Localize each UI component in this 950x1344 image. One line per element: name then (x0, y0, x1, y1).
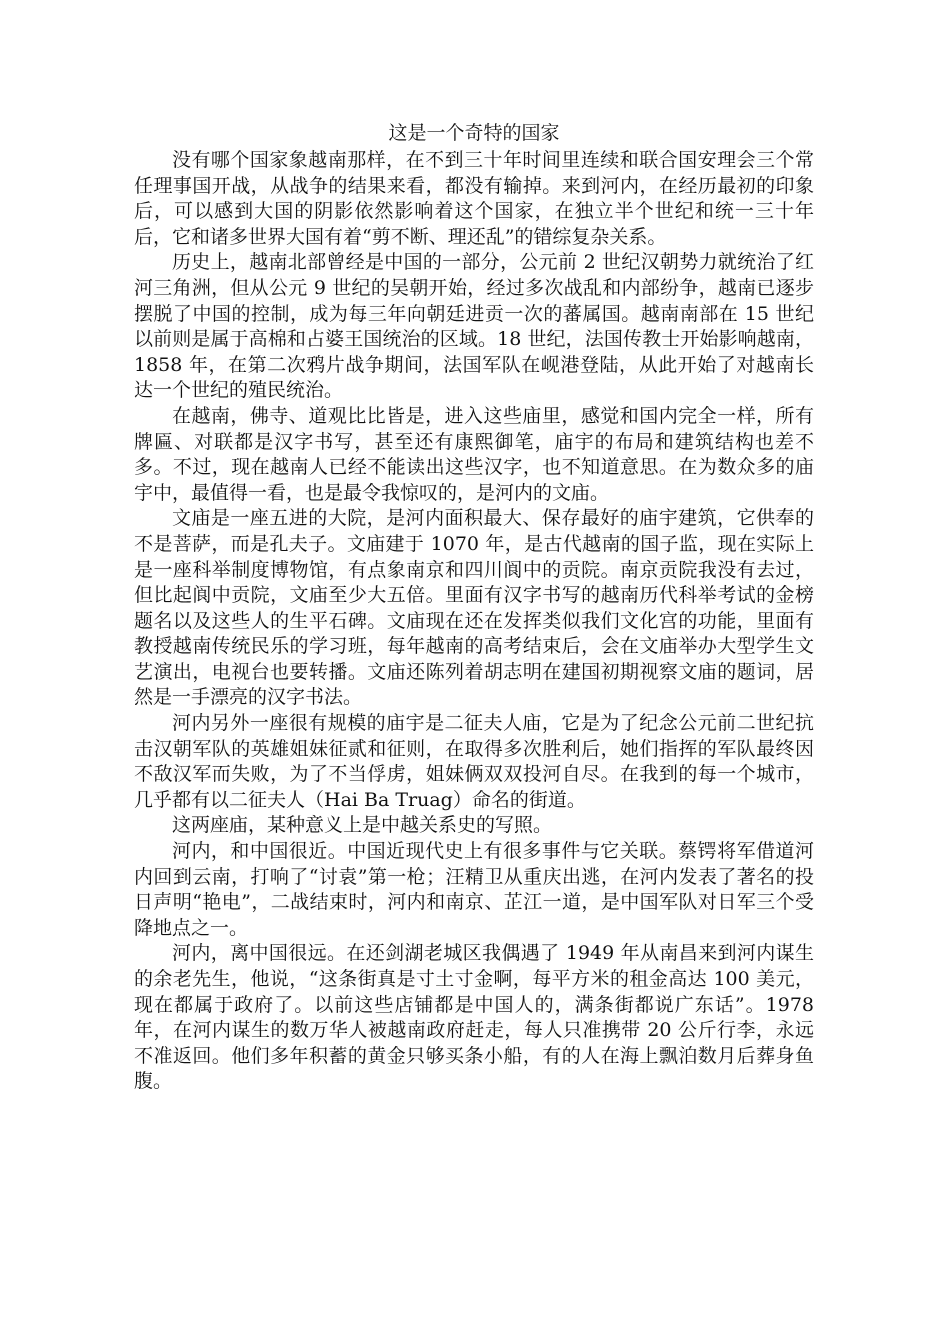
paragraph-2: 历史上，越南北部曾经是中国的一部分，公元前 2 世纪汉朝势力就统治了红河三角洲，但从公元 9 世纪的吴朝开始，经过多次战乱和内部纷争，越南已逐步摆脱了中国的控制，成为每三年向朝廷进贡一次的蕃属国。越南南部在 15 世纪以前则是属于高棉和占婆王国统治的区域。18 世纪，法国传教士开始影响越南，1858 年，在第二次鸦片战争期间，法国军队在岘港登陆，从此开始了对越南长达一个世纪的殖民统治。 (134, 251, 814, 402)
paragraph-3: 在越南，佛寺、道观比比皆是，进入这些庙里，感觉和国内完全一样，所有牌匾、对联都是汉字书写，甚至还有康熙御笔，庙宇的布局和建筑结构也差不多。不过，现在越南人已经不能读出这些汉字，也不知道意思。在为数众多的庙宇中，最值得一看，也是最令我惊叹的，是河内的文庙。 (134, 404, 814, 504)
paragraph-6: 这两座庙，某种意义上是中越关系史的写照。 (172, 814, 553, 837)
paragraph-8: 河内，离中国很远。在还剑湖老城区我偶遇了 1949 年从南昌来到河内谋生的余老先生，他说，“这条街真是寸土寸金啊，每平方米的租金高达 100 美元，现在都属于政府了。以前这些店铺都是中国人的，满条街都说广东话”。1978 年，在河内谋生的数万华人被越南政府赶走，每人只准携带 20 公斤行李，永远不准返回。他们多年积蓄的黄金只够买条小船，有的人在海上飘泊数月后葬身鱼腹。 (134, 942, 814, 1093)
document-page (134, 118, 814, 1095)
paragraph-7: 河内，和中国很近。中国近现代史上有很多事件与它关联。蔡锷将军借道河内回到云南，打响了“讨袁”第一枪；汪精卫从重庆出逃，在河内发表了著名的投日声明“艳电”，二战结束时，河内和南京、芷江一道，是中国军队对日军三个受降地点之一。 (134, 840, 814, 939)
paragraph-5: 河内另外一座很有规模的庙宇是二征夫人庙，它是为了纪念公元前二世纪抗击汉朝军队的英雄姐妹征贰和征则，在取得多次胜利后，她们指挥的军队最终因不敌汉军而失败，为了不当俘虏，姐妹俩双双投河自尽。在我到的每一个城市，几乎都有以二征夫人（Hai Ba Truag）命名的街道。 (134, 712, 814, 811)
document-title: 这是一个奇特的国家 (388, 122, 560, 144)
paragraph-1: 没有哪个国家象越南那样，在不到三十年时间里连续和联合国安理会三个常任理事国开战，从战争的结果来看，都没有输掉。来到河内，在经历最初的印象后，可以感到大国的阴影依然影响着这个国家，在独立半个世纪和统一三十年后，它和诸多世界大国有着“剪不断、理还乱”的错综复杂关系。 (134, 149, 814, 248)
paragraph-4: 文庙是一座五进的大院，是河内面积最大、保存最好的庙宇建筑，它供奉的不是菩萨，而是孔夫子。文庙建于 1070 年，是古代越南的国子监，现在实际上是一座科举制度博物馆，有点象南京和四川阆中的贡院。南京贡院我没有去过，但比起阆中贡院，文庙至少大五倍。里面有汉字书写的越南历代科举考试的金榜题名以及这些人的生平石碑。文庙现在还在发挥类似我们文化宫的功能，里面有教授越南传统民乐的学习班，每年越南的高考结束后，会在文庙举办大型学生文艺演出，电视台也要转播。文庙还陈列着胡志明在建国初期视察文庙的题词，居然是一手漂亮的汉字书法。 (134, 507, 814, 709)
